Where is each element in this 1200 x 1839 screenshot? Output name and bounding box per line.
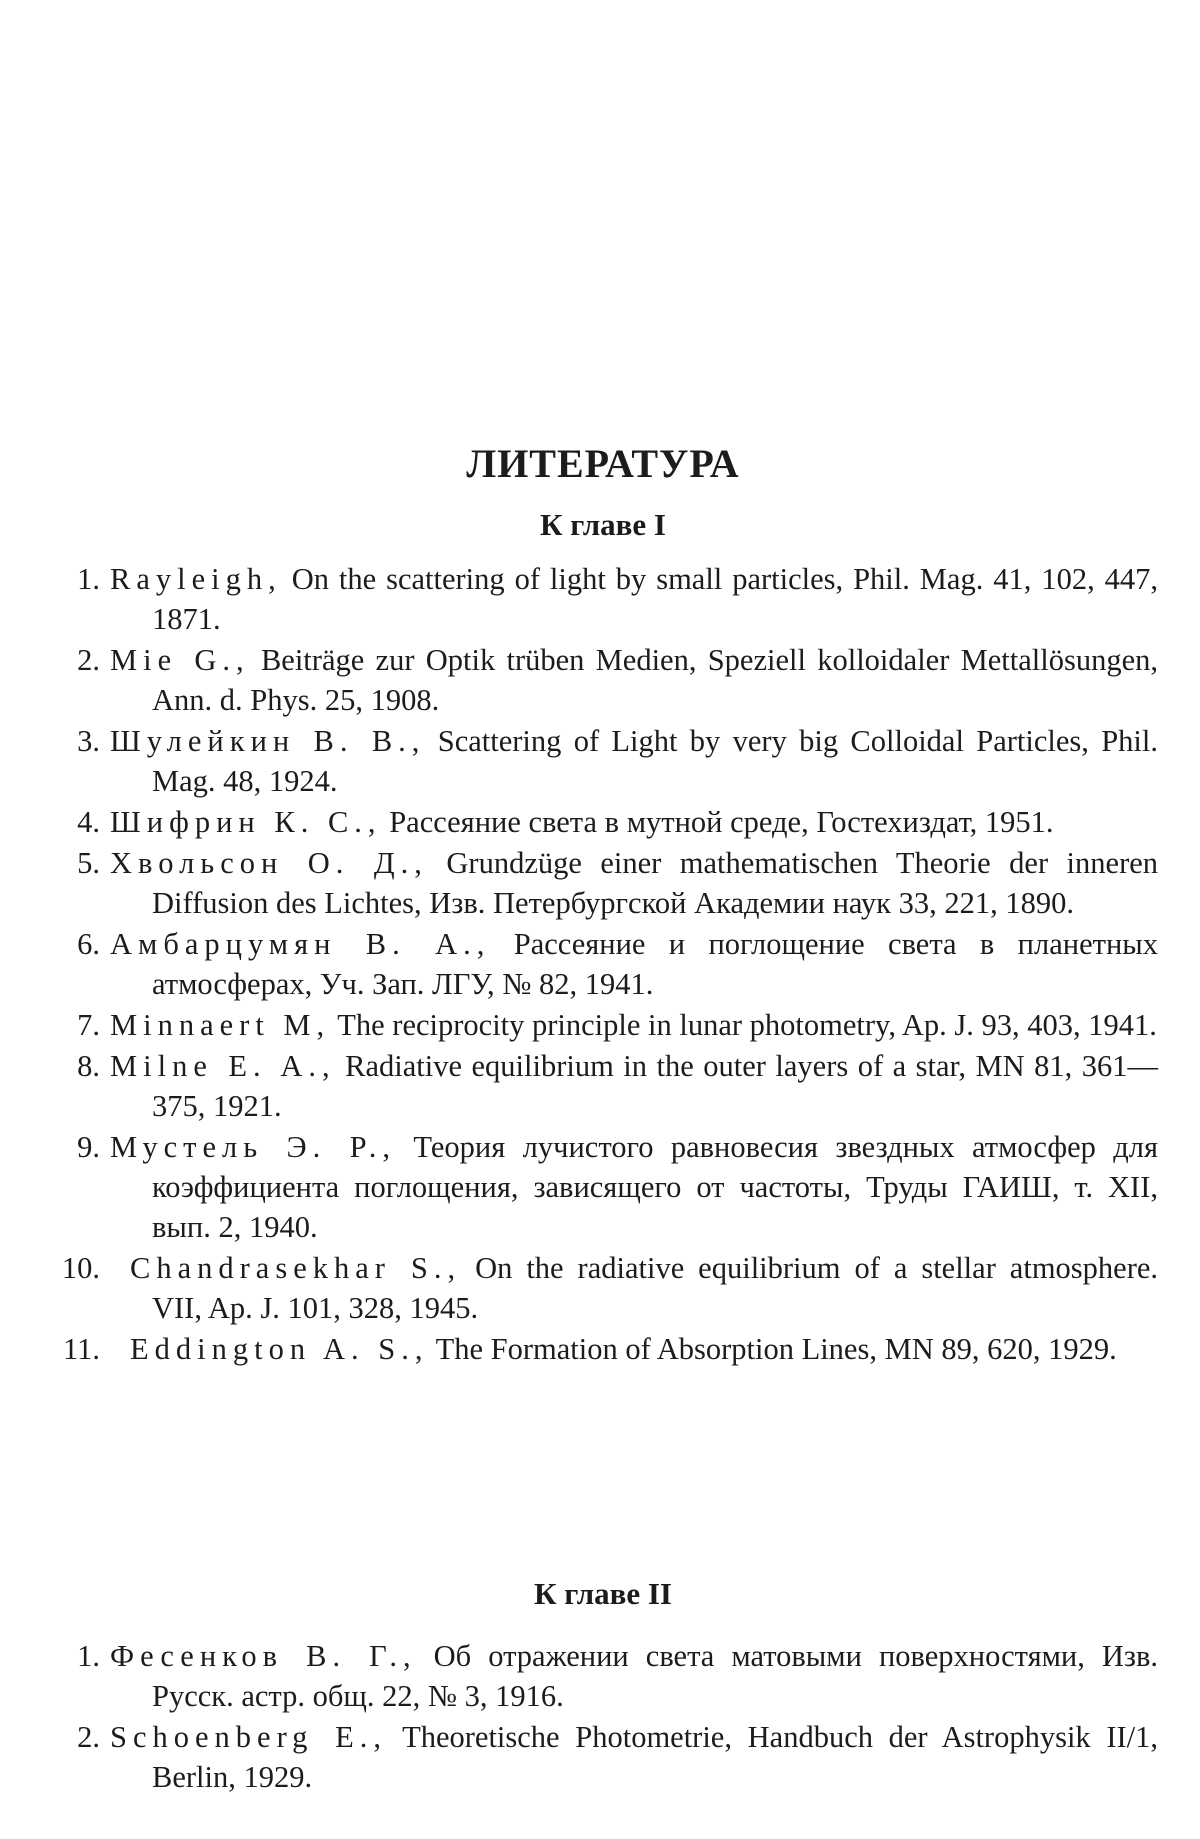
reference-number: 11.: [48, 1329, 100, 1369]
reference-text: [152, 924, 1158, 1004]
reference-text: [152, 1329, 1158, 1369]
reference-text: [152, 640, 1158, 720]
reference-item: [48, 721, 1158, 801]
reference-number: 6.: [48, 924, 100, 964]
reference-author: Minnaert M,: [48, 1008, 330, 1042]
reference-author: Шулейкин В. В.,: [48, 724, 425, 758]
reference-citation: Grundzüge einer mathematischen Theorie der inneren Diffusion des Lichtes, Изв. Петербургской Академии наук 33, 221, 1890.: [152, 846, 1158, 920]
reference-number: 3.: [48, 721, 100, 761]
reference-text: [152, 721, 1158, 801]
chapter-heading: К главе I: [48, 505, 1158, 545]
reference-author: Rayleigh,: [48, 562, 282, 596]
reference-number: 7.: [48, 1005, 100, 1045]
reference-list: [48, 559, 1158, 1369]
reference-item: [48, 1046, 1158, 1126]
reference-author: Milne E. A.,: [48, 1049, 336, 1083]
reference-citation: Scattering of Light by very big Colloidal Particles, Phil. Mag. 48, 1924.: [152, 724, 1158, 798]
reference-text: [152, 1636, 1158, 1716]
reference-number: 8.: [48, 1046, 100, 1086]
reference-citation: The Formation of Absorption Lines, MN 89, 620, 1929.: [436, 1332, 1117, 1366]
reference-number: 5.: [48, 843, 100, 883]
reference-number: 9.: [48, 1127, 100, 1167]
reference-citation: Theoretische Photometrie, Handbuch der Astrophysik II/1, Berlin, 1929.: [152, 1720, 1158, 1794]
reference-author: Фесенков В. Г.,: [48, 1639, 417, 1673]
reference-text: [152, 1717, 1158, 1797]
reference-citation: Теория лучистого равновесия звездных атмосфер для коэффициента поглощения, зависящего от частоты, Труды ГАИШ, т. XII, вып. 2, 1940.: [152, 1130, 1158, 1244]
reference-text: [152, 843, 1158, 923]
reference-citation: Beiträge zur Optik trüben Medien, Speziell kolloidaler Mettallösungen, Ann. d. Phys. 25, 1908.: [152, 643, 1158, 717]
reference-item: [48, 1248, 1158, 1328]
reference-author: Мустель Э. Р.,: [48, 1130, 396, 1164]
reference-citation: The reciprocity principle in lunar photometry, Ap. J. 93, 403, 1941.: [337, 1008, 1157, 1042]
reference-text: [152, 1005, 1158, 1045]
reference-author: Амбарцумян В. А.,: [48, 927, 490, 961]
reference-author: Eddington A. S.,: [48, 1332, 429, 1366]
reference-number: 2.: [48, 1717, 100, 1757]
reference-item: [48, 559, 1158, 639]
reference-citation: Radiative equilibrium in the outer layers of a star, MN 81, 361—375, 1921.: [152, 1049, 1158, 1123]
reference-author: Chandrasekhar S.,: [48, 1251, 461, 1285]
reference-list: [48, 1636, 1158, 1797]
reference-citation: On the radiative equilibrium of a stellar atmosphere. VII, Ap. J. 101, 328, 1945.: [152, 1251, 1158, 1325]
reference-item: [48, 1329, 1158, 1369]
reference-author: Шифрин К. С.,: [48, 805, 382, 839]
reference-text: [152, 1127, 1158, 1247]
reference-item: [48, 1127, 1158, 1247]
page-title: ЛИТЕРАТУРА: [48, 440, 1158, 487]
reference-citation: Об отражении света матовыми поверхностями, Изв. Русск. астр. общ. 22, № 3, 1916.: [152, 1639, 1158, 1713]
reference-author: Mie G.,: [48, 643, 250, 677]
reference-item: [48, 640, 1158, 720]
reference-number: 1.: [48, 559, 100, 599]
reference-item: [48, 1005, 1158, 1045]
chapter-section: [48, 1574, 1158, 1798]
reference-citation: Рассеяние света в мутной среде, Гостехиздат, 1951.: [389, 805, 1053, 839]
reference-number: 10.: [48, 1248, 100, 1288]
reference-author: Хвольсон О. Д.,: [48, 846, 428, 880]
reference-item: [48, 843, 1158, 923]
reference-item: [48, 924, 1158, 1004]
reference-number: 4.: [48, 802, 100, 842]
reference-item: [48, 1636, 1158, 1716]
chapter-section: [48, 505, 1158, 1370]
reference-item: [48, 802, 1158, 842]
reference-citation: Рассеяние и поглощение света в планетных атмосферах, Уч. Зап. ЛГУ, № 82, 1941.: [152, 927, 1158, 1001]
reference-text: [152, 1248, 1158, 1328]
reference-item: [48, 1717, 1158, 1797]
reference-text: [152, 559, 1158, 639]
reference-text: [152, 802, 1158, 842]
chapter-heading: К главе II: [48, 1574, 1158, 1614]
reference-author: Schoenberg E.,: [48, 1720, 387, 1754]
reference-number: 2.: [48, 640, 100, 680]
reference-text: [152, 1046, 1158, 1126]
reference-number: 1.: [48, 1636, 100, 1676]
reference-citation: On the scattering of light by small particles, Phil. Mag. 41, 102, 447, 1871.: [152, 562, 1158, 636]
